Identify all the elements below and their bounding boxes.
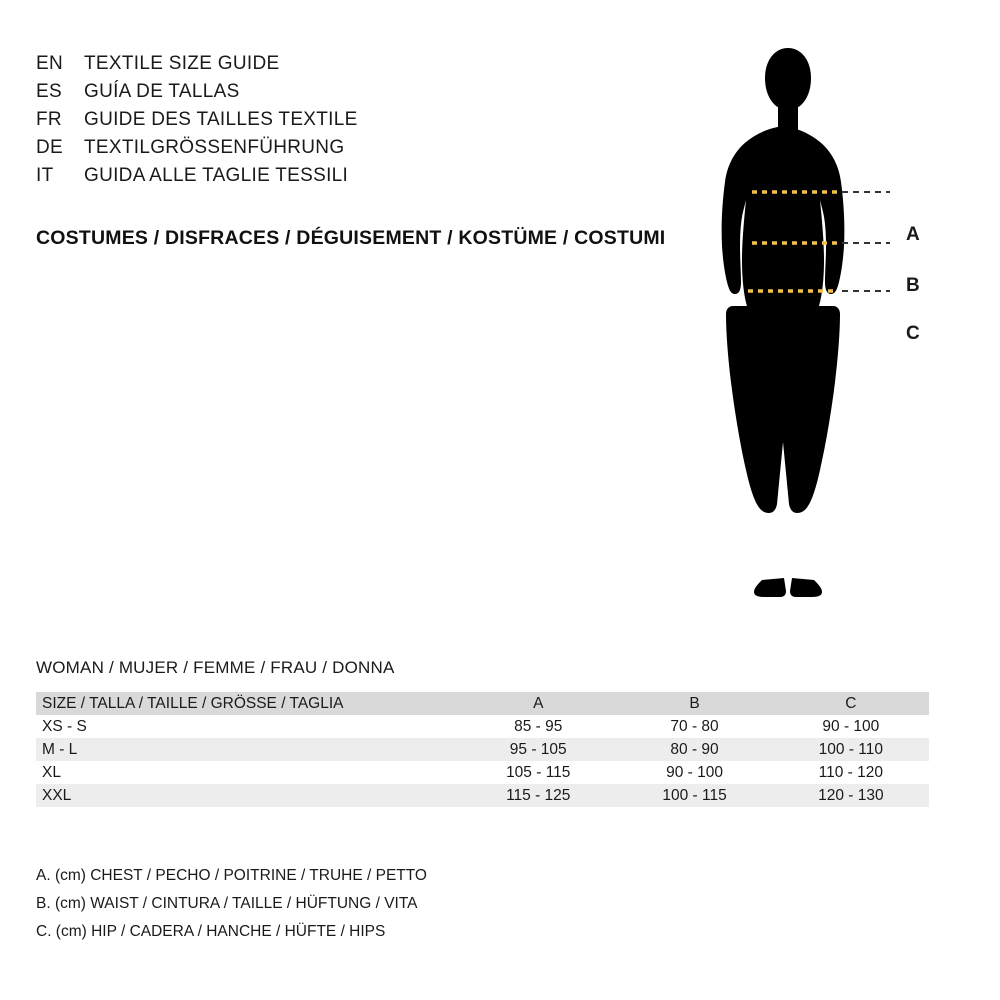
cell-a: 115 - 125 xyxy=(506,786,571,804)
language-label: TEXTILGRÖSSENFÜHRUNG xyxy=(84,137,345,158)
table-row xyxy=(36,761,929,784)
language-label: GUIDA ALLE TAGLIE TESSILI xyxy=(84,165,349,186)
cell-size: XS - S xyxy=(42,717,87,735)
footnote-c: C. (cm) HIP / CADERA / HANCHE / HÜFTE / HIPS xyxy=(36,923,386,940)
table-row xyxy=(36,784,929,807)
language-code: DE xyxy=(36,137,63,158)
language-code: IT xyxy=(36,165,54,186)
language-code: ES xyxy=(36,81,62,102)
cell-c: 90 - 100 xyxy=(822,717,880,735)
measure-label-c: C xyxy=(906,323,920,344)
language-code: FR xyxy=(36,109,62,130)
header-a: A xyxy=(533,694,544,712)
footnote-b: B. (cm) WAIST / CINTURA / TAILLE / HÜFTUNG / VITA xyxy=(36,895,418,912)
language-code: EN xyxy=(36,53,63,74)
language-list xyxy=(36,50,656,190)
size-table xyxy=(36,692,929,807)
cell-c: 100 - 110 xyxy=(818,740,884,758)
measure-label-b: B xyxy=(906,275,920,296)
language-row-it xyxy=(36,162,656,190)
language-label: TEXTILE SIZE GUIDE xyxy=(84,53,280,74)
cell-size: XL xyxy=(42,763,61,781)
table-caption: WOMAN / MUJER / FEMME / FRAU / DONNA xyxy=(36,658,395,677)
section-title: COSTUMES / DISFRACES / DÉGUISEMENT / KOSTÜME / COSTUMI xyxy=(36,227,666,249)
cell-b: 100 - 115 xyxy=(662,786,727,804)
table-row xyxy=(36,738,929,761)
footnote-a: A. (cm) CHEST / PECHO / POITRINE / TRUHE / PETTO xyxy=(36,867,427,884)
cell-b: 80 - 90 xyxy=(670,740,719,758)
language-row-fr xyxy=(36,106,656,134)
cell-size: XXL xyxy=(42,786,72,804)
language-label: GUIDE DES TAILLES TEXTILE xyxy=(84,109,358,130)
cell-c: 120 - 130 xyxy=(818,786,884,804)
cell-a: 105 - 115 xyxy=(506,763,571,781)
table-header-row xyxy=(36,692,929,715)
cell-size: M - L xyxy=(42,740,78,758)
table-row xyxy=(36,715,929,738)
cell-a: 95 - 105 xyxy=(509,740,567,758)
language-row-es xyxy=(36,78,656,106)
cell-c: 110 - 120 xyxy=(818,763,884,781)
language-label: GUÍA DE TALLAS xyxy=(84,81,240,102)
cell-a: 85 - 95 xyxy=(514,717,563,735)
footnote-list xyxy=(36,862,427,946)
cell-b: 70 - 80 xyxy=(670,717,719,735)
header-size: SIZE / TALLA / TAILLE / GRÖSSE / TAGLIA xyxy=(42,694,344,712)
header-c: C xyxy=(845,694,857,712)
measure-label-a: A xyxy=(906,224,920,245)
header-b: B xyxy=(689,694,700,712)
cell-b: 90 - 100 xyxy=(666,763,723,781)
body-figure xyxy=(690,40,970,620)
language-row-de xyxy=(36,134,656,162)
female-silhouette-icon xyxy=(690,40,970,620)
language-row-en xyxy=(36,50,656,78)
